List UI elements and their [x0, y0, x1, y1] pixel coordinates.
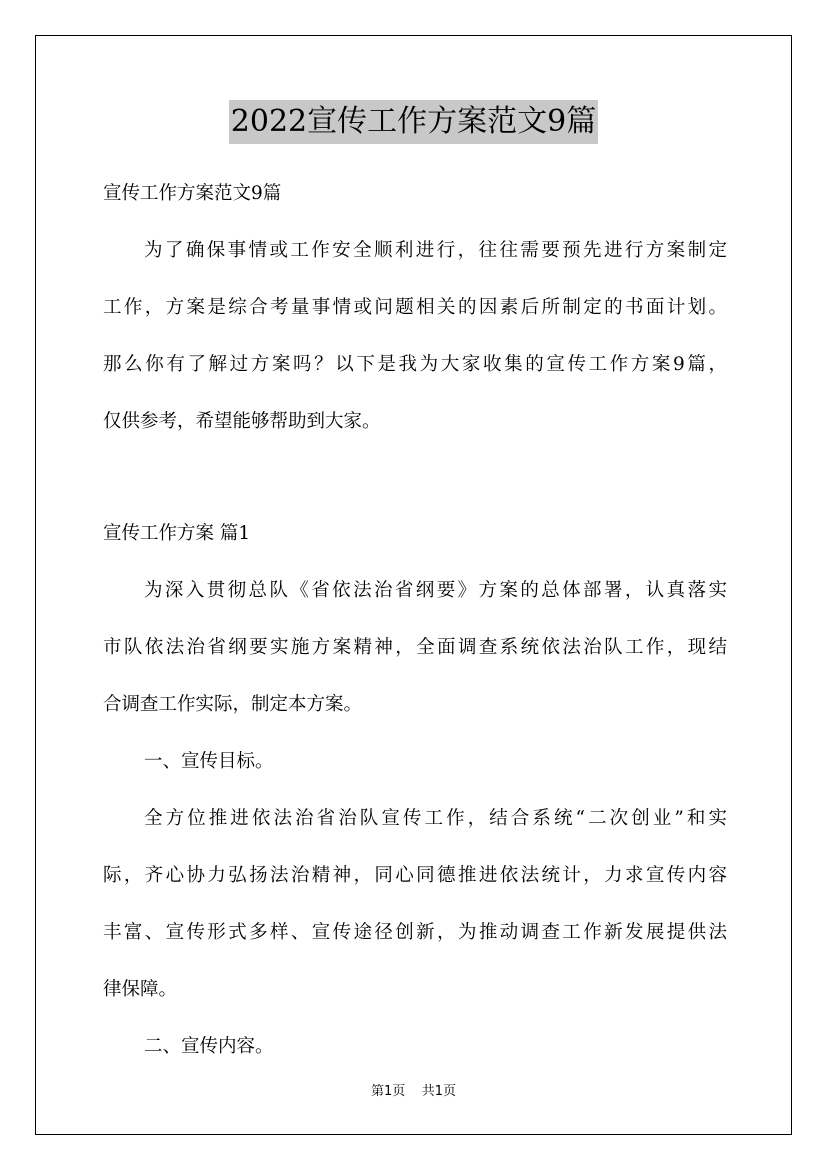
- item-paragraph-line: 丰富、宣传形式多样、宣传途径创新，为推动调查工作新发展提供法: [103, 922, 727, 943]
- document-title: 2022宣传工作方案范文9篇: [229, 100, 598, 144]
- title-container: [0, 100, 827, 144]
- section-paragraph-line: 合调查工作实际，制定本方案。: [103, 694, 363, 715]
- intro-line: 为了确保事情或工作安全顺利进行，往往需要预先进行方案制定: [144, 240, 727, 261]
- item-heading-goal: 一、宣传目标。: [144, 751, 274, 772]
- item-paragraph-line: 全方位推进依法治省治队宣传工作，结合系统“二次创业”和实: [144, 808, 727, 829]
- paragraph-spacer: [103, 461, 727, 516]
- intro-line: 那么你有了解过方案吗？以下是我为大家收集的宣传工作方案9篇，: [103, 354, 727, 375]
- section-paragraph-line: 市队依法治省纲要实施方案精神，全面调查系统依法治队工作，现结: [103, 637, 727, 658]
- section-paragraph-line: 为深入贯彻总队《省依法治省纲要》方案的总体部署，认真落实: [144, 580, 727, 601]
- document-subtitle: 宣传工作方案范文9篇: [103, 183, 282, 204]
- page-footer: [0, 1082, 827, 1102]
- intro-line: 仅供参考，希望能够帮助到大家。: [103, 411, 381, 432]
- item-paragraph-line: 律保障。: [103, 979, 178, 1000]
- section-heading: 宣传工作方案 篇1: [103, 523, 251, 544]
- page-total: 共1页: [421, 1084, 457, 1099]
- intro-line: 工作，方案是综合考量事情或问题相关的因素后所制定的书面计划。: [103, 297, 727, 318]
- document-body: [103, 176, 727, 1086]
- item-heading-content: 二、宣传内容。: [144, 1036, 274, 1057]
- page-number: 第1页: [370, 1084, 406, 1099]
- item-paragraph-line: 际，齐心协力弘扬法治精神，同心同德推进依法统计，力求宣传内容: [103, 865, 727, 886]
